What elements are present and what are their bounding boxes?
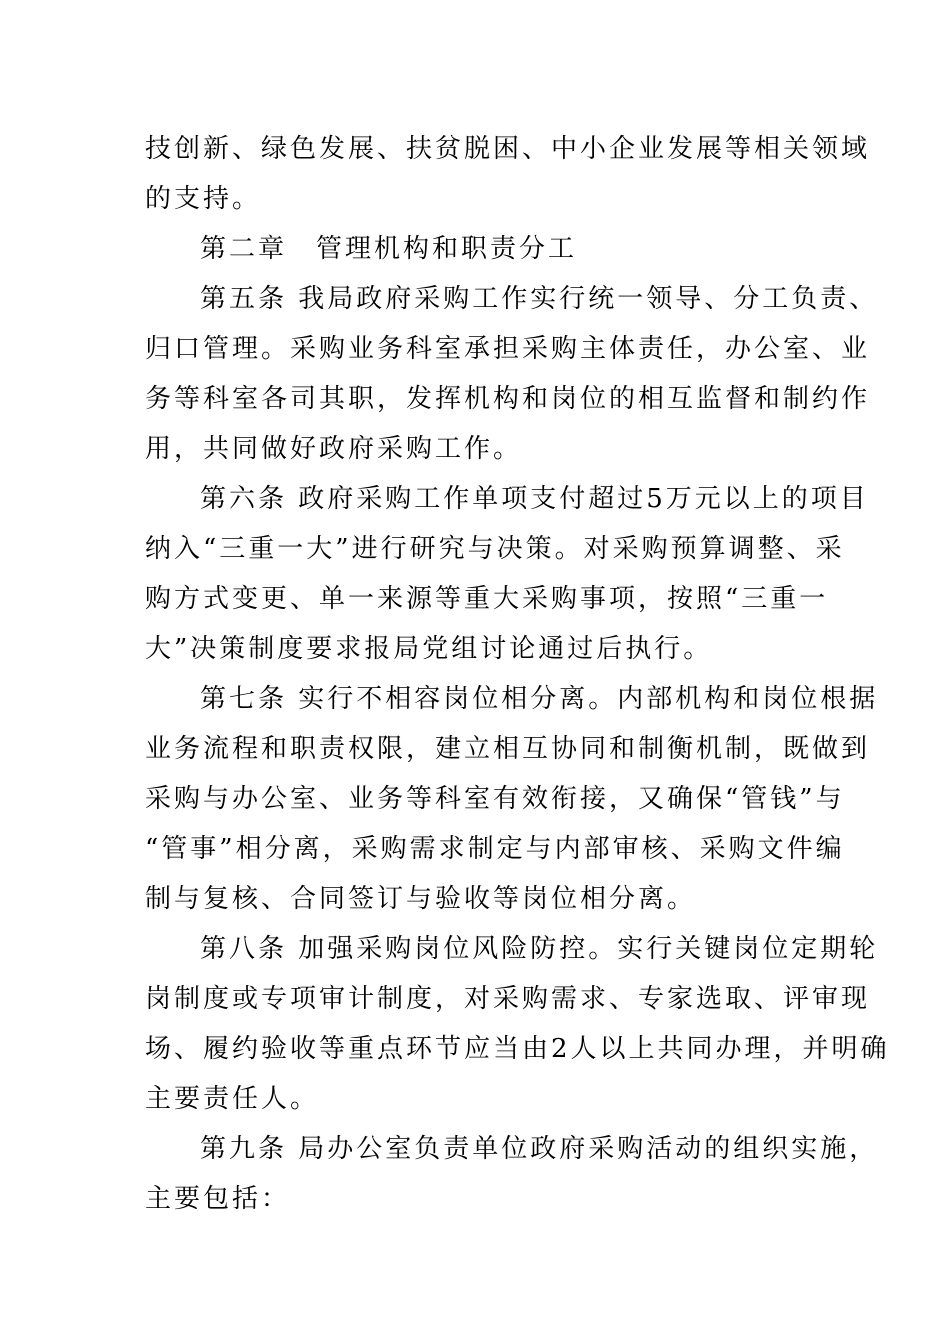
- text-line: 制与复核、合同签订与验收等岗位相分离。: [145, 884, 697, 914]
- text-line: 业务流程和职责权限，建立相互协同和制衡机制，既做到: [145, 734, 871, 764]
- document-body: [145, 124, 890, 1224]
- text-line: 的支持。: [145, 184, 262, 214]
- article-9-line: 第九条 局办公室负责单位政府采购活动的组织实施，: [200, 1134, 879, 1164]
- text-line: 技创新、绿色发展、扶贫脱困、中小企业发展等相关领域: [145, 134, 871, 164]
- text-line: 主要责任人。: [145, 1084, 320, 1114]
- text-line: 纳入“三重一大”进行研究与决策。对采购预算调整、采: [145, 534, 845, 564]
- text-line: “管事”相分离，采购需求制定与内部审核、采购文件编: [145, 834, 845, 864]
- text-line: 岗制度或专项审计制度，对采购需求、专家选取、评审现: [145, 984, 871, 1014]
- text-line: 购方式变更、单一来源等重大采购事项，按照“三重一: [145, 584, 829, 614]
- text-line: 用，共同做好政府采购工作。: [145, 434, 523, 464]
- article-5-line: 第五条 我局政府采购工作实行统一领导、分工负责、: [200, 284, 879, 314]
- text-line: 务等科室各司其职，发挥机构和岗位的相互监督和制约作: [145, 384, 871, 414]
- text-line: 采购与办公室、业务等科室有效衔接，又确保“管钱”与: [145, 784, 845, 814]
- text-line: 场、履约验收等重点环节应当由2人以上共同办理，并明确: [145, 1034, 890, 1064]
- text-line: 归口管理。采购业务科室承担采购主体责任，办公室、业: [145, 334, 871, 364]
- article-7-line: 第七条 实行不相容岗位相分离。内部机构和岗位根据: [200, 684, 879, 714]
- text-line: 主要包括：: [145, 1184, 291, 1214]
- text-line: 大”决策制度要求报局党组讨论通过后执行。: [145, 634, 713, 664]
- article-8-line: 第八条 加强采购岗位风险防控。实行关键岗位定期轮: [200, 934, 879, 964]
- chapter-heading: 第二章 管理机构和职责分工: [200, 234, 578, 264]
- article-6-line: 第六条 政府采购工作单项支付超过5万元以上的项目: [200, 484, 869, 514]
